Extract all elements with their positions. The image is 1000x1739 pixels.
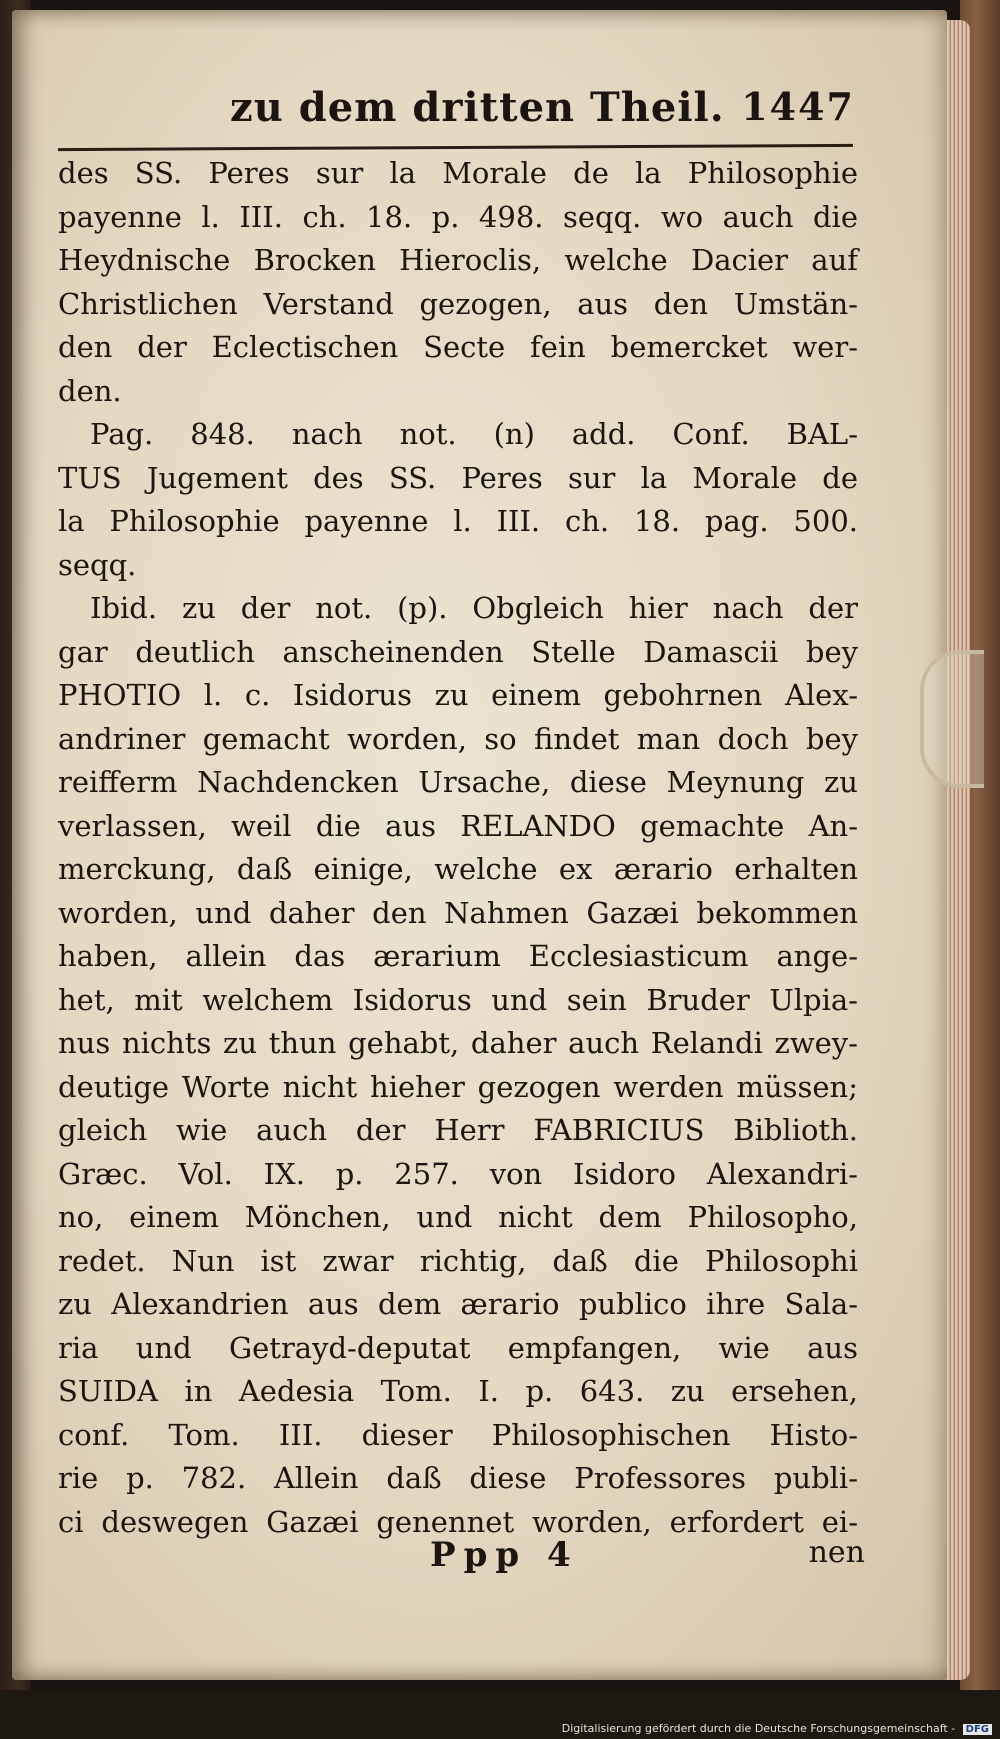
text-line: Christlichen Verstand gezogen, aus den Umstän- (58, 286, 858, 321)
text-line: seqq. (58, 547, 137, 582)
text-line: gar deutlich anscheinenden Stelle Damascii bey (58, 634, 858, 669)
text-line: PHOTIO l. c. Isidorus zu einem gebohrnen Alex- (58, 678, 858, 712)
bookmark-clasp (920, 650, 984, 788)
running-title: zu dem dritten Theil. (230, 84, 725, 131)
text-line: la Philosophie payenne l. III. ch. 18. pag. 500. (58, 504, 858, 538)
page-header (60, 84, 855, 140)
text-line: nus nichts zu thun gehabt, daher auch Relandi zwey- (58, 1026, 858, 1060)
text-line: Græc. Vol. IX. p. 257. von Isidoro Alexandri- (58, 1156, 858, 1191)
text-line: ria und Getrayd-deputat empfangen, wie aus (58, 1330, 858, 1365)
text-line: des SS. Peres sur la Morale de la Philosophie (58, 156, 858, 190)
text-line: TUS Jugement des SS. Peres sur la Morale de (58, 460, 858, 495)
body-text (58, 152, 858, 1544)
text-line: rie p. 782. Allein daß diese Professores publi- (58, 1461, 858, 1495)
text-line: het, mit welchem Isidorus und sein Bruder Ulpia- (58, 982, 858, 1017)
credit-text: Digitalisierung gefördert durch die Deutsche Forschungsgemeinschaft - (561, 1722, 956, 1735)
text-line: SUIDA in Aedesia Tom. I. p. 643. zu ersehen, (58, 1374, 858, 1408)
text-line: conf. Tom. III. dieser Philosophischen Histo- (58, 1417, 858, 1452)
text-line: ci deswegen Gazæi genennet worden, erfordert ei- (58, 1504, 858, 1539)
text-line: payenne l. III. ch. 18. p. 498. seqq. wo auch die (58, 199, 858, 234)
text-line: zu Alexandrien aus dem ærario publico ihre Sala- (58, 1287, 858, 1321)
catchword: nen (808, 1535, 865, 1570)
text-line: Heydnische Brocken Hieroclis, welche Dacier auf (58, 243, 858, 277)
text-line: gleich wie auch der Herr FABRICIUS Biblioth. (58, 1113, 858, 1147)
text-line: Pag. 848. nach not. (n) add. Conf. BAL- (90, 417, 858, 451)
text-line: reifferm Nachdencken Ursache, diese Meynung zu (58, 765, 858, 799)
text-line: haben, allein das ærarium Ecclesiasticum ange- (58, 939, 858, 973)
text-line: den der Eclectischen Secte fein bemercket wer- (58, 330, 858, 364)
text-line: redet. Nun ist zwar richtig, daß die Philosophi (58, 1243, 858, 1278)
signature-mark: Ppp 4 (430, 1535, 579, 1575)
digitization-credit (562, 1722, 992, 1735)
text-line: andriner gemacht worden, so findet man doch bey (58, 721, 858, 756)
dfg-logo: DFG (963, 1724, 992, 1735)
page-number: 1447 (741, 84, 855, 129)
text-line: worden, und daher den Nahmen Gazæi bekommen (58, 895, 858, 930)
text-line: deutige Worte nicht hieher gezogen werden müssen; (58, 1069, 858, 1104)
text-line: no, einem Mönchen, und nicht dem Philosopho, (58, 1200, 858, 1234)
text-line: Ibid. zu der not. (p). Obgleich hier nach der (90, 591, 858, 625)
text-line: merckung, daß einige, welche ex ærario erhalten (58, 852, 858, 886)
text-line: den. (58, 373, 122, 408)
text-line: verlassen, weil die aus RELANDO gemachte An- (58, 808, 858, 843)
